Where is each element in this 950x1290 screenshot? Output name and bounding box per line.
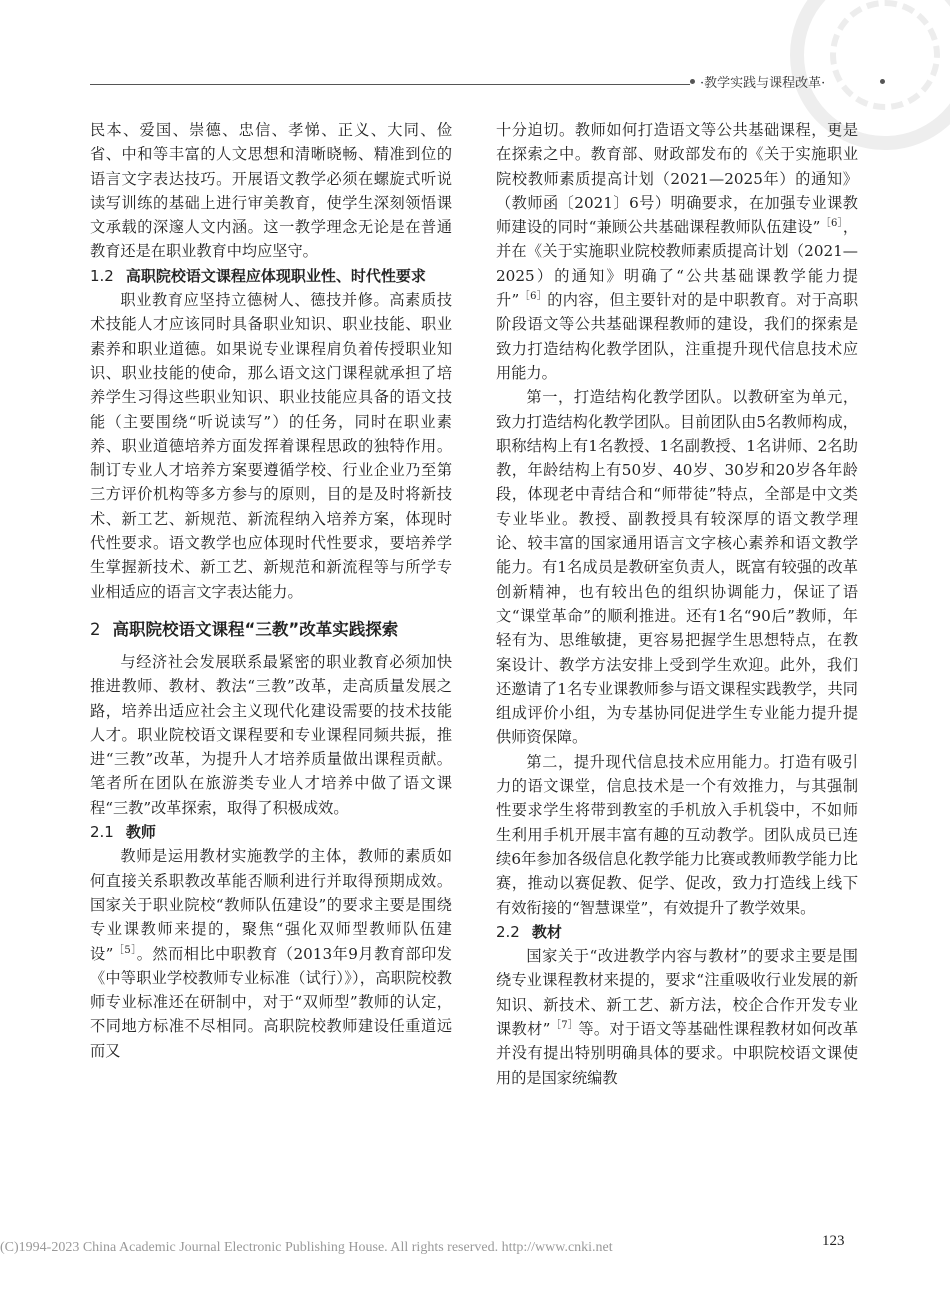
paragraph-continued-part-b: ，并在《关于实施职业院校教师素质提高计划（2021—2025）的通知》明确了“公共基础课教学能力提升” — [496, 218, 858, 310]
heading-1-2 — [90, 264, 452, 288]
heading-2-2-number: 2.2 — [496, 922, 520, 941]
copyright-footer: (C)1994-2023 China Academic Journal Electronic Publishing House. All rights reserved. http://www.cnki.net — [0, 1240, 613, 1255]
header-rule — [90, 84, 690, 85]
paragraph-continued-part-c: 的内容，但主要针对的是中职教育。对于高职阶段语文等公共基础课程教师的建设，我们的探索是致力打造结构化教学团队，注重提升现代信息技术应用能力。 — [496, 291, 859, 382]
header-dot-left — [690, 79, 695, 84]
heading-2-1-number: 2.1 — [90, 823, 114, 842]
citation-6b: ［6］ — [519, 291, 548, 303]
heading-2-2-text: 教材 — [531, 922, 562, 941]
left-column — [90, 118, 452, 1063]
heading-1-2-text: 高职院校语文课程应体现职业性、时代性要求 — [125, 266, 426, 285]
paragraph-intro: 民本、爱国、崇德、忠信、孝悌、正义、大同、俭省、中和等丰富的人文思想和清晰晓畅、精准到位的语言文字表达技巧。开展语文教学必须在螺旋式听说读写训练的基础上进行审美教育，使学生深刻领悟课文承载的深邃人文内涵。这一教学理念无论是在普通教育还是在职业教育中均应坚守。 — [90, 121, 452, 261]
heading-2-2 — [496, 920, 858, 944]
paragraph-first-team: 第一，打造结构化教学团队。以教研室为单元，致力打造结构化教学团队。目前团队由5名教师构成，职称结构上有1名教授、1名副教授、1名讲师、2名助教，年龄结构上有50岁、40岁、30岁和20岁各年龄段，体现老中青结合和“师带徒”特点，全部是中文类专业毕业。教授、副教授具有较深厚的语文教学理论、较丰富的国家通用语言文字核心素养和语文教学能力。有1名成员是教研室负责人，既富有较强的改革创新精神，也有较出色的组织协调能力，保证了语文“课堂革命”的顺利推进。还有1名“90后”教师，年轻有为、思维敏捷，更容易把握学生思想特点，在教案设计、教学方法安排上受到学生欢迎。此外，我们还邀请了1名专业课教师参与语文课程实践教学，共同组成评价小组，为专基协同促进学生专业能力提升提供师资保障。 — [496, 388, 858, 747]
decorative-gear-inner — [830, 0, 940, 110]
running-header: ·教学实践与课程改革· — [700, 76, 826, 91]
paragraph-continued-part-a: 十分迫切。教师如何打造语文等公共基础课程，更是在探索之中。教育部、财政部发布的《关于实施职业院校教师素质提高计划（2021—2025年）的通知》（教师函〔2021〕6号）明确要求，在加强专业课教师建设的同时“兼顾公共基础课程教师队伍建设” — [496, 121, 858, 237]
paragraph-2-1-part-a: 教师是运用教材实施教学的主体，教师的素质如何直接关系职教改革能否顺利进行并取得预期成效。国家关于职业院校“教师队伍建设”的要求主要是围绕专业课教师来提的，聚焦“强化双师型教师队伍建设” — [90, 847, 452, 963]
paragraph-1-2: 职业教育应坚持立德树人、德技并修。高素质技术技能人才应该同时具备职业知识、职业技能、职业素养和职业道德。如果说专业课程肩负着传授职业知识、职业技能的使命，那么语文这门课程就承担了培养学生习得这些职业知识、职业技能应具备的语文技能（主要围绕“听说读写”）的任务，同时在职业素养、职业道德培养方面发挥着课程思政的独特作用。制订专业人才培养方案要遵循学校、行业企业乃至第三方评价机构等多方参与的原则，目的是及时将新技术、新工艺、新规范、新流程纳入培养方案，体现时代性要求。语文教学也应体现时代性要求，要培养学生掌握新技术、新工艺、新规范和新流程等与所学专业相适应的语言文字表达能力。 — [90, 291, 452, 601]
right-column — [496, 118, 858, 1090]
paragraph-second-it: 第二，提升现代信息技术应用能力。打造有吸引力的语文课堂，信息技术是一个有效推力，与其强制性要求学生将带到教室的手机放入手机袋中，不如师生利用手机开展丰富有趣的互动教学。团队成员已连续6年参加各级信息化教学能力比赛或教师教学能力比赛，推动以赛促教、促学、促改，致力打造线上线下有效衔接的“智慧课堂”，有效提升了教学效果。 — [496, 752, 858, 917]
citation-6a: ［6］ — [820, 218, 843, 230]
paragraph-2-2 — [496, 944, 858, 1090]
paragraph-2: 与经济社会发展联系最紧密的职业教育必须加快推进教师、教材、教法“三教”改革，走高质量发展之路，培养出适应社会主义现代化建设需要的技术技能人才。职业院校语文课程要和专业课程同频共振，推进“三教”改革，为提升人才培养质量做出课程贡献。笔者所在团队在旅游类专业人才培养中做了语文课程“三教”改革探索，取得了积极成效。 — [90, 652, 452, 817]
paragraph-2-1 — [90, 844, 452, 1063]
heading-2-number: 2 — [90, 619, 101, 639]
page-number: 123 — [822, 1233, 845, 1249]
heading-1-2-number: 1.2 — [90, 266, 114, 285]
paragraph-2-1-part-b: 。然而相比中职教育（2013年9月教育部印发《中等职业学校教师专业标准（试行）》），高职院校教师专业标准还在研制中，对于“双师型”教师的认定，不同地方标准不尽相同。高职院校教师建设任重道远而又 — [90, 944, 452, 1060]
header-dot-right — [880, 79, 885, 84]
paragraph-continued — [496, 118, 858, 385]
paragraph-2-2-part-b: 等。对于语文等基础性课程教材如何改革并没有提出特别明确具体的要求。中职院校语文课使用的是国家统编教 — [496, 1019, 859, 1087]
heading-2-text: 高职院校语文课程“三教”改革实践探索 — [112, 619, 399, 639]
paragraph-2-2-part-a: 国家关于“改进教学内容与教材”的要求主要是围绕专业课程教材来提的，要求“注重吸收行业发展的新知识、新技术、新工艺、新方法，校企合作开发专业课教材” — [496, 947, 858, 1038]
heading-2-1 — [90, 820, 452, 844]
heading-2-1-text: 教师 — [125, 823, 156, 842]
heading-2 — [90, 618, 452, 642]
citation-7: ［7］ — [550, 1019, 579, 1031]
citation-5: ［5］ — [113, 944, 137, 956]
